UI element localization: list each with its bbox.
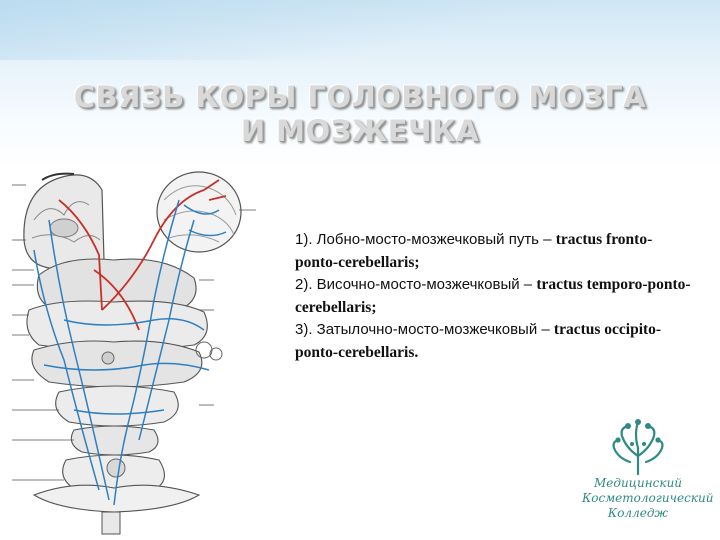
title-line-1: СВЯЗЬ КОРЫ ГОЛОВНОГО МОЗГА	[73, 80, 647, 114]
tract-3-name: 3). Затылочно-мосто-мозжечковый –	[295, 321, 554, 338]
logo-line-3: Колледж	[607, 506, 669, 520]
logo-line-1: Медицинский	[593, 476, 683, 490]
slide-title	[0, 80, 720, 148]
tract-item-3	[295, 319, 695, 364]
tracts-list	[295, 229, 695, 364]
tract-item-1	[295, 229, 695, 274]
tree-emblem-icon	[582, 418, 694, 476]
college-logo	[582, 418, 714, 536]
logo-line-2: Косметологический	[582, 491, 714, 505]
cerebral-hemisphere-section	[24, 174, 104, 269]
cerebellum-section	[157, 172, 241, 252]
tract-1-latin: tractus fronto-ponto-cerebellaris;	[295, 231, 653, 271]
logo-text	[582, 476, 714, 521]
tract-1-name: 1). Лобно-мосто-мозжечковый путь –	[295, 231, 556, 248]
tract-item-2	[295, 274, 695, 319]
tract-2-name: 2). Височно-мосто-мозжечковый –	[295, 276, 537, 293]
tract-3-latin: tractus occipito-ponto-cerebellaris.	[295, 321, 662, 361]
tract-2-latin: tractus temporo-ponto-cerebellaris;	[295, 276, 691, 316]
title-line-2: И МОЗЖЕЧКА	[240, 114, 480, 148]
brain-cerebellum-pathway-illustration	[4, 160, 274, 540]
